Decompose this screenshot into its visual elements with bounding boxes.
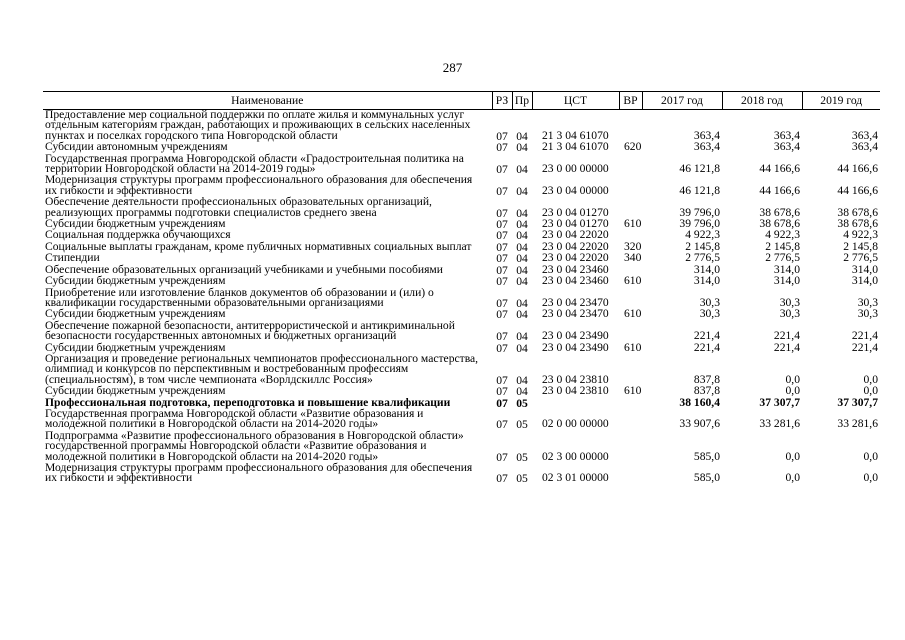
table-row [43, 321, 880, 343]
row-value-2018: 44 166,6 [759, 183, 800, 197]
row-pr: 04 [516, 141, 528, 155]
row-value-2017: 837,8 [693, 372, 720, 386]
header-vr: ВР [619, 92, 642, 110]
row-pr: 05 [516, 450, 528, 464]
row-value-2019: 221,4 [851, 340, 878, 354]
row-name: Модернизация структуры программ профессионального образования для обеспечения их гибкости и эффективности [45, 173, 473, 197]
page-number: 287 [442, 60, 463, 75]
row-pr: 04 [516, 252, 528, 266]
row-value-2019: 363,4 [851, 140, 878, 154]
row-name: Профессиональная подготовка, переподготовка и повышение квалификации [45, 395, 451, 409]
row-value-2019: 0,0 [863, 384, 878, 398]
row-cst [532, 398, 619, 409]
budget-table [43, 91, 880, 485]
row-value-2019: 4 922,3 [843, 228, 878, 242]
row-value-2017: 363,4 [693, 140, 720, 154]
row-value-2017: 363,4 [693, 128, 720, 142]
table-row [43, 288, 880, 310]
row-value-2018: 221,4 [773, 340, 800, 354]
row-value-2019: 221,4 [851, 329, 878, 343]
row-value-2017: 585,0 [693, 471, 720, 485]
row-name: Субсидии автономным учреждениям [45, 140, 228, 154]
row-name: Субсидии бюджетным учреждениям [45, 274, 226, 288]
row-rz: 07 [496, 296, 508, 310]
row-pr: 05 [516, 396, 528, 410]
row-value-2017: 38 160,4 [679, 395, 720, 409]
table-body [43, 110, 880, 485]
row-rz: 07 [496, 263, 508, 277]
row-cst: 23 0 04 01270 [542, 217, 609, 231]
row-name: Субсидии бюджетным учреждениям [45, 340, 226, 354]
row-value-2019: 2 145,8 [843, 239, 878, 253]
row-pr: 04 [516, 206, 528, 220]
row-rz: 07 [496, 163, 508, 177]
table-row [43, 463, 880, 485]
row-value-2019: 33 281,6 [837, 417, 878, 431]
row-rz: 07 [496, 206, 508, 220]
row-cst: 23 0 04 23490 [542, 329, 609, 343]
header-cst: ЦСТ [532, 92, 619, 110]
row-value-2019: 2 776,5 [843, 251, 878, 265]
row-value-2017: 30,3 [699, 307, 720, 321]
row-rz: 07 [496, 218, 508, 232]
row-name: Социальная поддержка обучающихся [45, 228, 231, 242]
row-name: Модернизация структуры программ профессионального образования для обеспечения их гибкости и эффективности [45, 461, 473, 485]
row-value-2019: 44 166,6 [837, 183, 878, 197]
row-value-2018: 363,4 [773, 140, 800, 154]
row-value-2019: 30,3 [857, 295, 878, 309]
row-rz: 07 [496, 472, 508, 486]
row-value-2019: 314,0 [851, 262, 878, 276]
row-value-2018: 2 145,8 [765, 239, 800, 253]
header-rz: РЗ [492, 92, 512, 110]
row-value-2019: 363,4 [851, 128, 878, 142]
row-value-2019: 314,0 [851, 274, 878, 288]
row-value-2019: 37 307,7 [837, 395, 878, 409]
row-pr: 04 [516, 385, 528, 399]
row-rz: 07 [496, 252, 508, 266]
table-row [43, 242, 880, 253]
row-vr: 610 [624, 307, 642, 321]
row-cst: 23 0 04 00000 [542, 183, 609, 197]
row-value-2017: 221,4 [693, 329, 720, 343]
row-cst: 23 0 04 22020 [542, 239, 609, 253]
row-value-2018: 30,3 [779, 295, 800, 309]
table-row [43, 154, 880, 176]
row-value-2018: 4 922,3 [765, 228, 800, 242]
row-value-2017: 30,3 [699, 295, 720, 309]
table-row [43, 110, 880, 143]
table-row [43, 197, 880, 219]
row-cst: 02 3 01 00000 [542, 471, 609, 485]
row-pr: 04 [516, 330, 528, 344]
row-value-2017: 314,0 [693, 262, 720, 276]
row-value-2017: 39 796,0 [679, 217, 720, 231]
row-pr: 04 [516, 240, 528, 254]
row-value-2019: 0,0 [863, 449, 878, 463]
row-rz: 07 [496, 341, 508, 355]
row-vr [619, 398, 642, 409]
row-cst: 23 0 00 00000 [542, 162, 609, 176]
row-pr: 04 [516, 275, 528, 289]
row-cst: 23 0 04 22020 [542, 251, 609, 265]
row-vr [619, 175, 642, 197]
row-cst: 21 3 04 61070 [542, 140, 609, 154]
row-pr: 05 [516, 418, 528, 432]
row-value-2017: 585,0 [693, 449, 720, 463]
row-value-2019: 38 678,6 [837, 205, 878, 219]
row-value-2017: 837,8 [693, 384, 720, 398]
row-value-2018: 38 678,6 [759, 205, 800, 219]
table-row [43, 431, 880, 463]
table-header-row [43, 92, 880, 110]
row-value-2019: 0,0 [863, 471, 878, 485]
row-rz: 07 [496, 184, 508, 198]
row-pr: 04 [516, 373, 528, 387]
row-cst: 23 0 04 23490 [542, 340, 609, 354]
row-cst: 23 0 04 23460 [542, 262, 609, 276]
row-vr [619, 110, 642, 143]
row-cst: 23 0 04 22020 [542, 228, 609, 242]
row-pr: 04 [516, 163, 528, 177]
row-pr: 04 [516, 218, 528, 232]
row-name: Государственная программа Новгородской области «Развитие образования и молодежной политики в Новгородской области на 2014-2020 годы» [45, 406, 424, 431]
row-rz: 07 [496, 450, 508, 464]
row-cst: 23 0 04 23810 [542, 372, 609, 386]
row-cst: 23 0 04 23810 [542, 384, 609, 398]
row-rz: 07 [496, 308, 508, 322]
row-rz: 07 [496, 141, 508, 155]
row-value-2018: 0,0 [785, 449, 800, 463]
row-value-2018: 44 166,6 [759, 162, 800, 176]
row-rz: 07 [496, 373, 508, 387]
row-name: Стипендии [45, 251, 100, 265]
header-2017: 2017 год [642, 92, 722, 110]
row-vr [619, 409, 642, 431]
row-value-2018: 30,3 [779, 307, 800, 321]
row-vr [619, 154, 642, 176]
row-name: Социальные выплаты гражданам, кроме публичных нормативных социальных выплат [45, 239, 472, 253]
row-cst: 23 0 04 01270 [542, 205, 609, 219]
header-2018: 2018 год [722, 92, 802, 110]
row-vr [619, 354, 642, 386]
row-rz: 07 [496, 129, 508, 143]
row-vr [619, 288, 642, 310]
row-name: Организация и проведение региональных чемпионатов профессионального мастерства, олимпиад и конкурсов по перспективным и востребованным профессиям (специальностям), в том числе чемпионата «Ворлдскиллс Россия» [45, 351, 479, 386]
row-value-2018: 0,0 [785, 384, 800, 398]
row-value-2018: 314,0 [773, 262, 800, 276]
row-pr: 04 [516, 341, 528, 355]
row-value-2019: 30,3 [857, 307, 878, 321]
row-vr [619, 431, 642, 463]
row-pr: 04 [516, 229, 528, 243]
row-name: Государственная программа Новгородской области «Градостроительная политика на территории Новгородской области на 2014-2019 годы» [45, 151, 464, 176]
row-value-2019: 44 166,6 [837, 162, 878, 176]
row-value-2018: 221,4 [773, 329, 800, 343]
row-cst: 21 3 04 61070 [542, 128, 609, 142]
row-name: Подпрограмма «Развитие профессионального образования в Новгородской области» государственной программы Новгородской области «Развитие образования и молодежной политики в Новгородской области на 2014-2020 годы» [45, 428, 464, 463]
row-value-2018: 33 281,6 [759, 417, 800, 431]
row-rz: 07 [496, 396, 508, 410]
row-vr [619, 321, 642, 343]
header-2019: 2019 год [802, 92, 880, 110]
header-name: Наименование [43, 92, 492, 110]
row-value-2019: 0,0 [863, 372, 878, 386]
row-value-2019: 38 678,6 [837, 217, 878, 231]
row-value-2017: 46 121,8 [679, 183, 720, 197]
table-row [43, 175, 880, 197]
row-value-2018: 38 678,6 [759, 217, 800, 231]
row-rz: 07 [496, 240, 508, 254]
row-pr: 04 [516, 263, 528, 277]
row-name: Обеспечение деятельности профессиональных образовательных организаций, реализующих программы подготовки специалистов среднего звена [45, 195, 432, 219]
row-name: Субсидии бюджетным учреждениям [45, 307, 226, 321]
row-cst: 23 0 04 23470 [542, 307, 609, 321]
row-pr: 05 [516, 472, 528, 486]
row-value-2017: 33 907,6 [679, 417, 720, 431]
row-vr: 320 [624, 239, 642, 253]
row-vr: 610 [624, 217, 642, 231]
row-pr: 04 [516, 296, 528, 310]
row-value-2017: 4 922,3 [685, 228, 720, 242]
row-name: Обеспечение пожарной безопасности, антитеррористической и антикриминальной безопасности государственных автономных и бюджетных организаций [45, 318, 455, 343]
row-cst: 23 0 04 23470 [542, 295, 609, 309]
row-value-2017: 2 776,5 [685, 251, 720, 265]
row-vr [619, 463, 642, 485]
row-rz: 07 [496, 330, 508, 344]
row-cst: 23 0 04 23460 [542, 274, 609, 288]
row-value-2017: 314,0 [693, 274, 720, 288]
row-value-2018: 37 307,7 [759, 395, 800, 409]
row-rz: 07 [496, 229, 508, 243]
row-vr [619, 197, 642, 219]
row-pr: 04 [516, 129, 528, 143]
row-name: Субсидии бюджетным учреждениям [45, 217, 226, 231]
row-rz: 07 [496, 385, 508, 399]
row-name: Обеспечение образовательных организаций учебниками и учебными пособиями [45, 262, 443, 276]
row-value-2018: 2 776,5 [765, 251, 800, 265]
row-value-2018: 0,0 [785, 372, 800, 386]
row-value-2017: 39 796,0 [679, 205, 720, 219]
row-value-2018: 314,0 [773, 274, 800, 288]
row-pr: 04 [516, 308, 528, 322]
row-name: Приобретение или изготовление бланков документов об образовании и (или) о квалификации государственными образовательными организациями [45, 285, 434, 309]
row-vr: 610 [624, 274, 642, 288]
row-name: Субсидии бюджетным учреждениям [45, 384, 226, 398]
row-cst: 02 3 00 00000 [542, 449, 609, 463]
row-value-2018: 0,0 [785, 471, 800, 485]
row-name: Предоставление мер социальной поддержки по оплате жилья и коммунальных услуг отдельным категориям граждан, работающих и проживающих в сельских населенных пунктах и поселках городского типа Новгородской области [45, 108, 471, 142]
row-vr: 610 [624, 340, 642, 354]
row-vr: 610 [624, 384, 642, 398]
row-value-2017: 2 145,8 [685, 239, 720, 253]
row-vr: 340 [624, 251, 642, 265]
row-value-2017: 46 121,8 [679, 162, 720, 176]
row-pr: 04 [516, 184, 528, 198]
row-vr: 620 [624, 140, 642, 154]
row-cst: 02 0 00 00000 [542, 417, 609, 431]
header-pr: Пр [512, 92, 532, 110]
row-value-2018: 363,4 [773, 128, 800, 142]
table-row [43, 354, 880, 386]
row-value-2017: 221,4 [693, 340, 720, 354]
row-rz: 07 [496, 418, 508, 432]
table-row [43, 409, 880, 431]
row-rz: 07 [496, 275, 508, 289]
